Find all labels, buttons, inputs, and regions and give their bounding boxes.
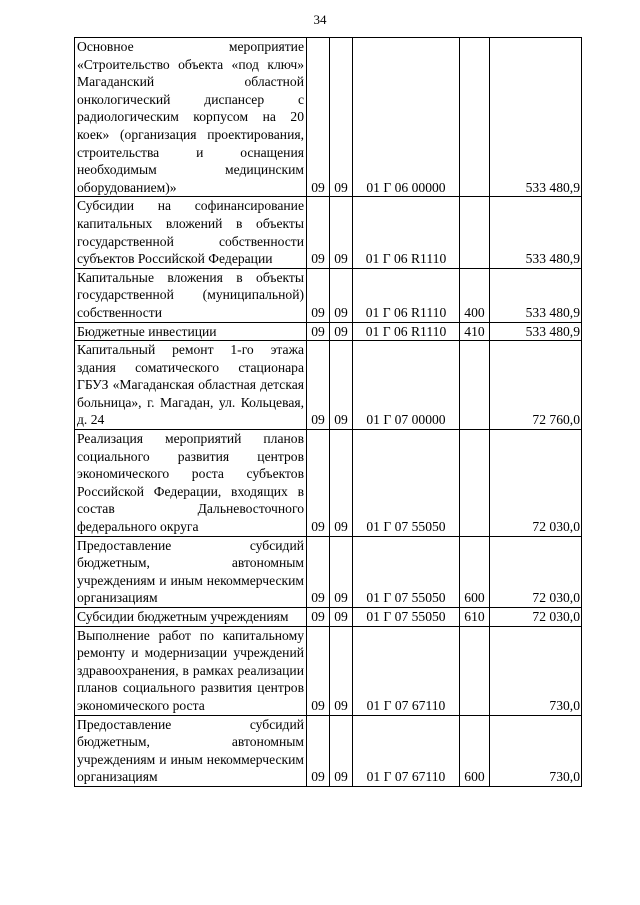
budget-table-body — [75, 38, 582, 787]
row-expense-type-code — [460, 430, 490, 537]
row-expense-type-code: 600 — [460, 715, 490, 786]
table-row — [75, 608, 582, 627]
row-name: Предоставление субсидий бюджетным, автономным учреждениям и иным некоммерческим организациям — [75, 715, 307, 786]
row-amount: 730,0 — [490, 626, 582, 715]
row-expense-type-code — [460, 38, 490, 197]
row-amount: 72 030,0 — [490, 608, 582, 627]
row-name: Бюджетные инвестиции — [75, 322, 307, 341]
row-amount: 72 760,0 — [490, 341, 582, 430]
row-subsection-code: 09 — [330, 268, 353, 322]
row-target-article-code: 01 Г 06 R1110 — [353, 268, 460, 322]
row-section-code: 09 — [307, 341, 330, 430]
row-expense-type-code — [460, 626, 490, 715]
row-target-article-code: 01 Г 06 00000 — [353, 38, 460, 197]
table-row — [75, 626, 582, 715]
row-target-article-code: 01 Г 07 55050 — [353, 430, 460, 537]
row-section-code: 09 — [307, 197, 330, 268]
table-row — [75, 322, 582, 341]
row-target-article-code: 01 Г 06 R1110 — [353, 197, 460, 268]
table-row — [75, 38, 582, 197]
row-expense-type-code: 610 — [460, 608, 490, 627]
row-subsection-code: 09 — [330, 608, 353, 627]
row-target-article-code: 01 Г 06 R1110 — [353, 322, 460, 341]
row-expense-type-code: 400 — [460, 268, 490, 322]
row-expense-type-code — [460, 197, 490, 268]
row-expense-type-code — [460, 341, 490, 430]
row-subsection-code: 09 — [330, 626, 353, 715]
table-row — [75, 430, 582, 537]
row-subsection-code: 09 — [330, 322, 353, 341]
row-amount: 533 480,9 — [490, 268, 582, 322]
row-section-code: 09 — [307, 608, 330, 627]
row-target-article-code: 01 Г 07 00000 — [353, 341, 460, 430]
row-amount: 533 480,9 — [490, 38, 582, 197]
row-name: Субсидии бюджетным учреждениям — [75, 608, 307, 627]
row-name: Предоставление субсидий бюджетным, автономным учреждениям и иным некоммерческим организациям — [75, 536, 307, 607]
row-target-article-code: 01 Г 07 55050 — [353, 608, 460, 627]
row-name: Капитальный ремонт 1-го этажа здания соматического стационара ГБУЗ «Магаданская областная детская больница», г. Магадан, ул. Кольцевая, д. 24 — [75, 341, 307, 430]
table-row — [75, 268, 582, 322]
row-amount: 72 030,0 — [490, 536, 582, 607]
row-section-code: 09 — [307, 715, 330, 786]
row-section-code: 09 — [307, 268, 330, 322]
row-expense-type-code: 600 — [460, 536, 490, 607]
page-number: 34 — [313, 12, 327, 27]
row-name: Основное мероприятие «Строительство объекта «под ключ» Магаданский областной онкологический диспансер с радиологическим корпусом на 20 коек» (организация проектирования, строительства и оснащения необходимым медицинским оборудованием)» — [75, 38, 307, 197]
row-subsection-code: 09 — [330, 536, 353, 607]
table-row — [75, 197, 582, 268]
row-subsection-code: 09 — [330, 430, 353, 537]
table-row — [75, 715, 582, 786]
row-target-article-code: 01 Г 07 67110 — [353, 626, 460, 715]
row-name: Субсидии на софинансирование капитальных вложений в объекты государственной собственности субъектов Российской Федерации — [75, 197, 307, 268]
row-name: Капитальные вложения в объекты государственной (муниципальной) собственности — [75, 268, 307, 322]
row-section-code: 09 — [307, 626, 330, 715]
row-expense-type-code: 410 — [460, 322, 490, 341]
row-section-code: 09 — [307, 536, 330, 607]
row-name: Реализация мероприятий планов социального развития центров экономического роста субъектов Российской Федерации, входящих в состав Дальневосточного федерального округа — [75, 430, 307, 537]
budget-table — [74, 37, 582, 787]
row-amount: 533 480,9 — [490, 322, 582, 341]
row-section-code: 09 — [307, 322, 330, 341]
row-amount: 730,0 — [490, 715, 582, 786]
row-subsection-code: 09 — [330, 197, 353, 268]
row-subsection-code: 09 — [330, 38, 353, 197]
table-row — [75, 536, 582, 607]
row-amount: 72 030,0 — [490, 430, 582, 537]
table-row — [75, 341, 582, 430]
row-target-article-code: 01 Г 07 67110 — [353, 715, 460, 786]
row-section-code: 09 — [307, 38, 330, 197]
row-subsection-code: 09 — [330, 715, 353, 786]
row-subsection-code: 09 — [330, 341, 353, 430]
row-name: Выполнение работ по капитальному ремонту и модернизации учреждений здравоохранения, в рамках реализации планов социального развития центров экономического роста — [75, 626, 307, 715]
row-section-code: 09 — [307, 430, 330, 537]
row-target-article-code: 01 Г 07 55050 — [353, 536, 460, 607]
row-amount: 533 480,9 — [490, 197, 582, 268]
